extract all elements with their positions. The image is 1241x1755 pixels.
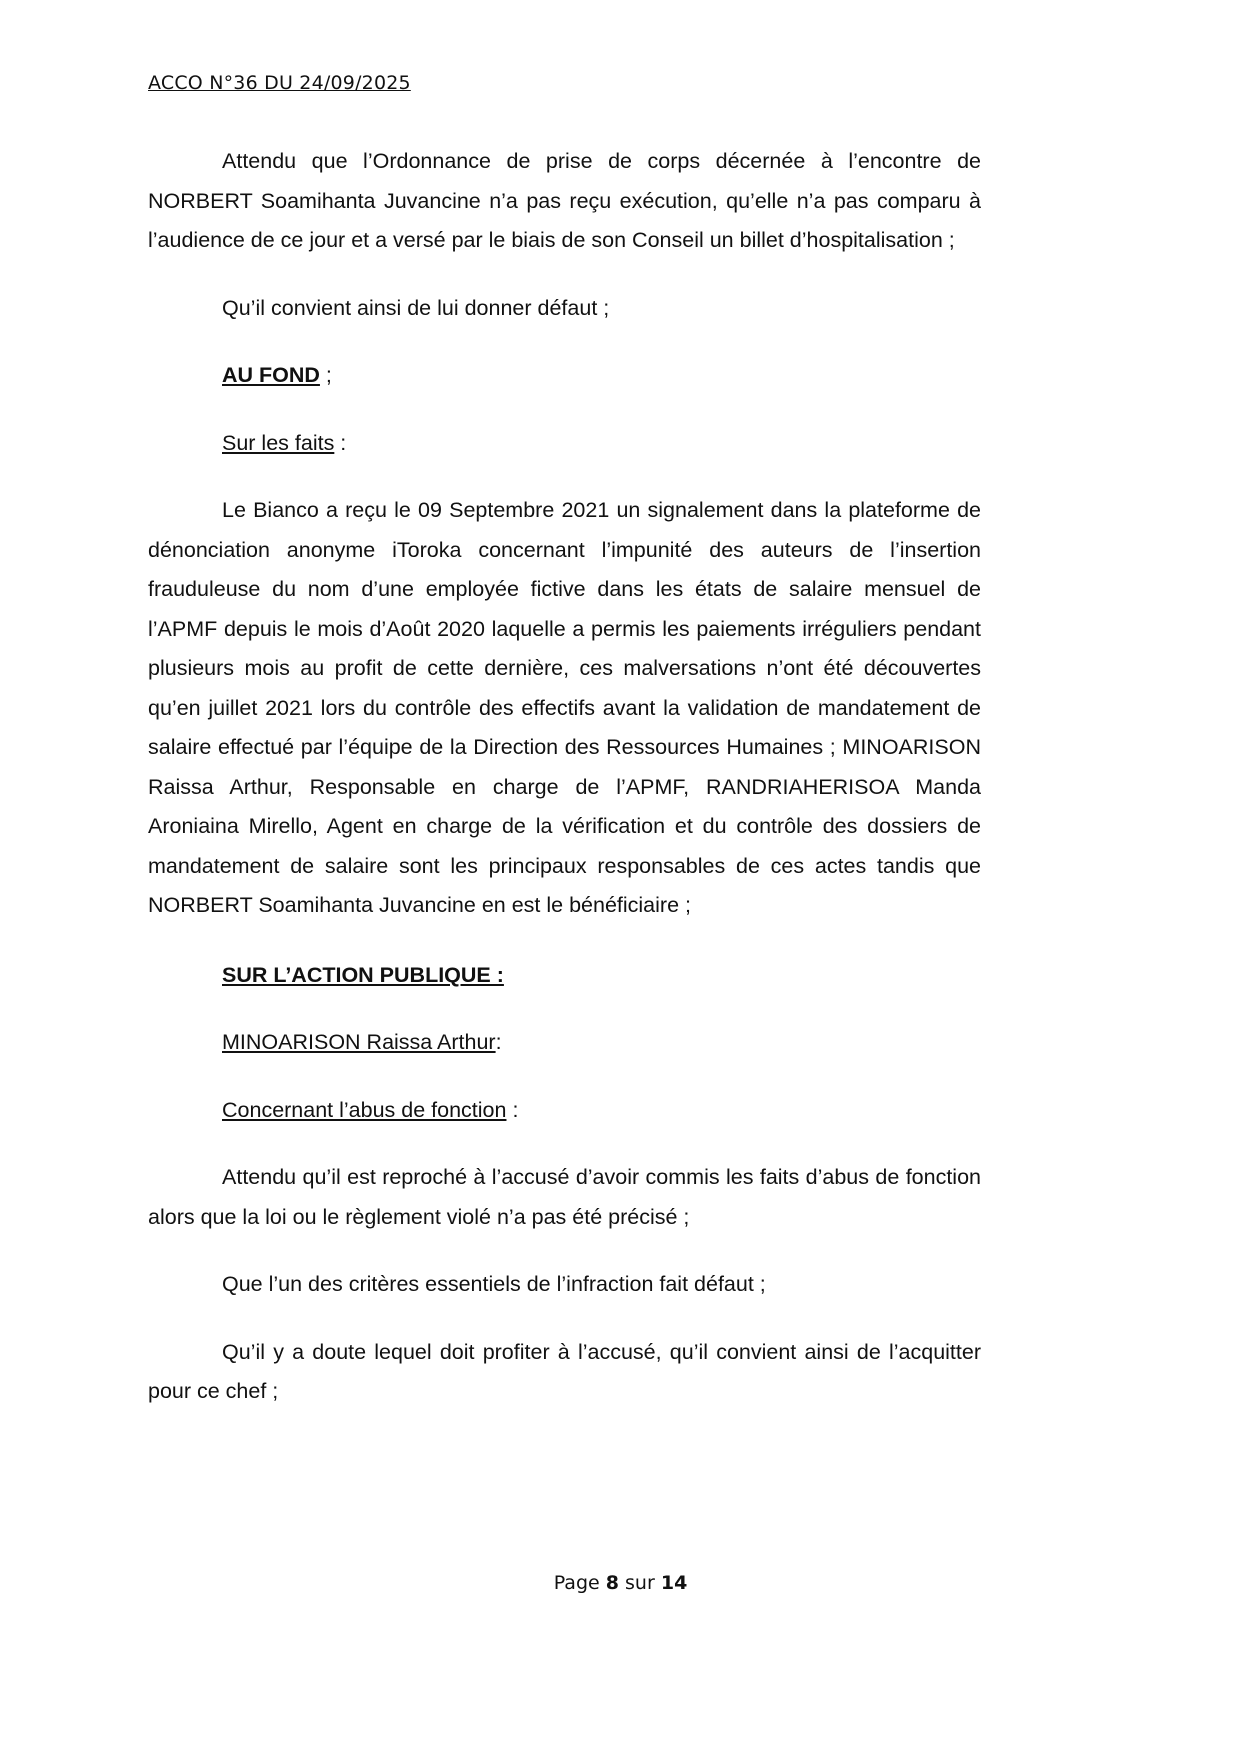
document-reference: ACCO N°36 DU 24/09/2025 [148,72,411,94]
paragraph-reproche: Attendu qu’il est reproché à l’accusé d’avoir commis les faits d’abus de fonction alors que la loi ou le règlement violé n’a pas été précisé ; [148,1165,981,1229]
heading-abus-fonction [148,1091,981,1131]
accused-name: MINOARISON Raissa Arthur [222,1030,496,1054]
paragraph-critere: Que l’un des critères essentiels de l’infraction fait défaut ; [222,1272,766,1296]
au-fond-punct: ; [319,363,332,387]
heading-action-publique [148,956,981,996]
page-sur: sur [625,1572,655,1594]
sur-les-faits-punct: : [334,430,347,455]
au-fond-label: AU FOND [222,363,320,387]
page-word: Page [553,1572,600,1594]
heading-au-fond [148,356,981,396]
paragraph-defaut: Qu’il convient ainsi de lui donner défaut ; [222,295,610,320]
current-page: 8 [605,1572,619,1594]
sur-les-faits-label: Sur les faits [222,430,335,455]
accused-punct: : [495,1030,502,1054]
paragraph-acquitter: Qu’il y a doute lequel doit profiter à l’accusé, qu’il convient ainsi de l’acquitter pour ce chef ; [148,1339,981,1403]
abus-fonction-label: Concernant l’abus de fonction [222,1097,507,1122]
paragraph-faits: Le Bianco a reçu le 09 Septembre 2021 un signalement dans la plateforme de dénonciation anonyme iToroka concernant l’impunité des auteurs de l’insertion frauduleuse du nom d’une employée fictive dans les états de salaire mensuel de l’APMF depuis le mois d’Août 2020 laquelle a permis les paiements irréguliers pendant plusieurs mois au profit de cette dernière, ces malversations n’ont été découvertes qu’en juillet 2021 lors du contrôle des effectifs avant la validation de mandatement de salaire effectué par l’équipe de la Direction des Ressources Humaines ; MINOARISON Raissa Arthur, Responsable en charge de l’APMF, RANDRIAHERISOA Manda Aroniaina Mirello, Agent en charge de la vérification et du contrôle des dossiers de mandatement de salaire sont les principaux responsables de ces actes tandis que NORBERT Soamihanta Juvancine en est le bénéficiaire ; [148,498,981,917]
paragraph-ordonnance: Attendu que l’Ordonnance de prise de corps décernée à l’encontre de NORBERT Soamihanta Juvancine n’a pas reçu exécution, qu’elle n’a pas comparu à l’audience de ce jour et a versé par le biais de son Conseil un billet d’hospitalisation ; [148,149,981,252]
action-publique-label: SUR L’ACTION PUBLIQUE : [222,962,504,987]
total-pages: 14 [660,1572,688,1594]
heading-accused [148,1023,981,1063]
heading-sur-les-faits [148,424,981,464]
document-body [148,142,981,1412]
page-number [0,1572,1241,1594]
abus-fonction-punct: : [506,1097,519,1122]
